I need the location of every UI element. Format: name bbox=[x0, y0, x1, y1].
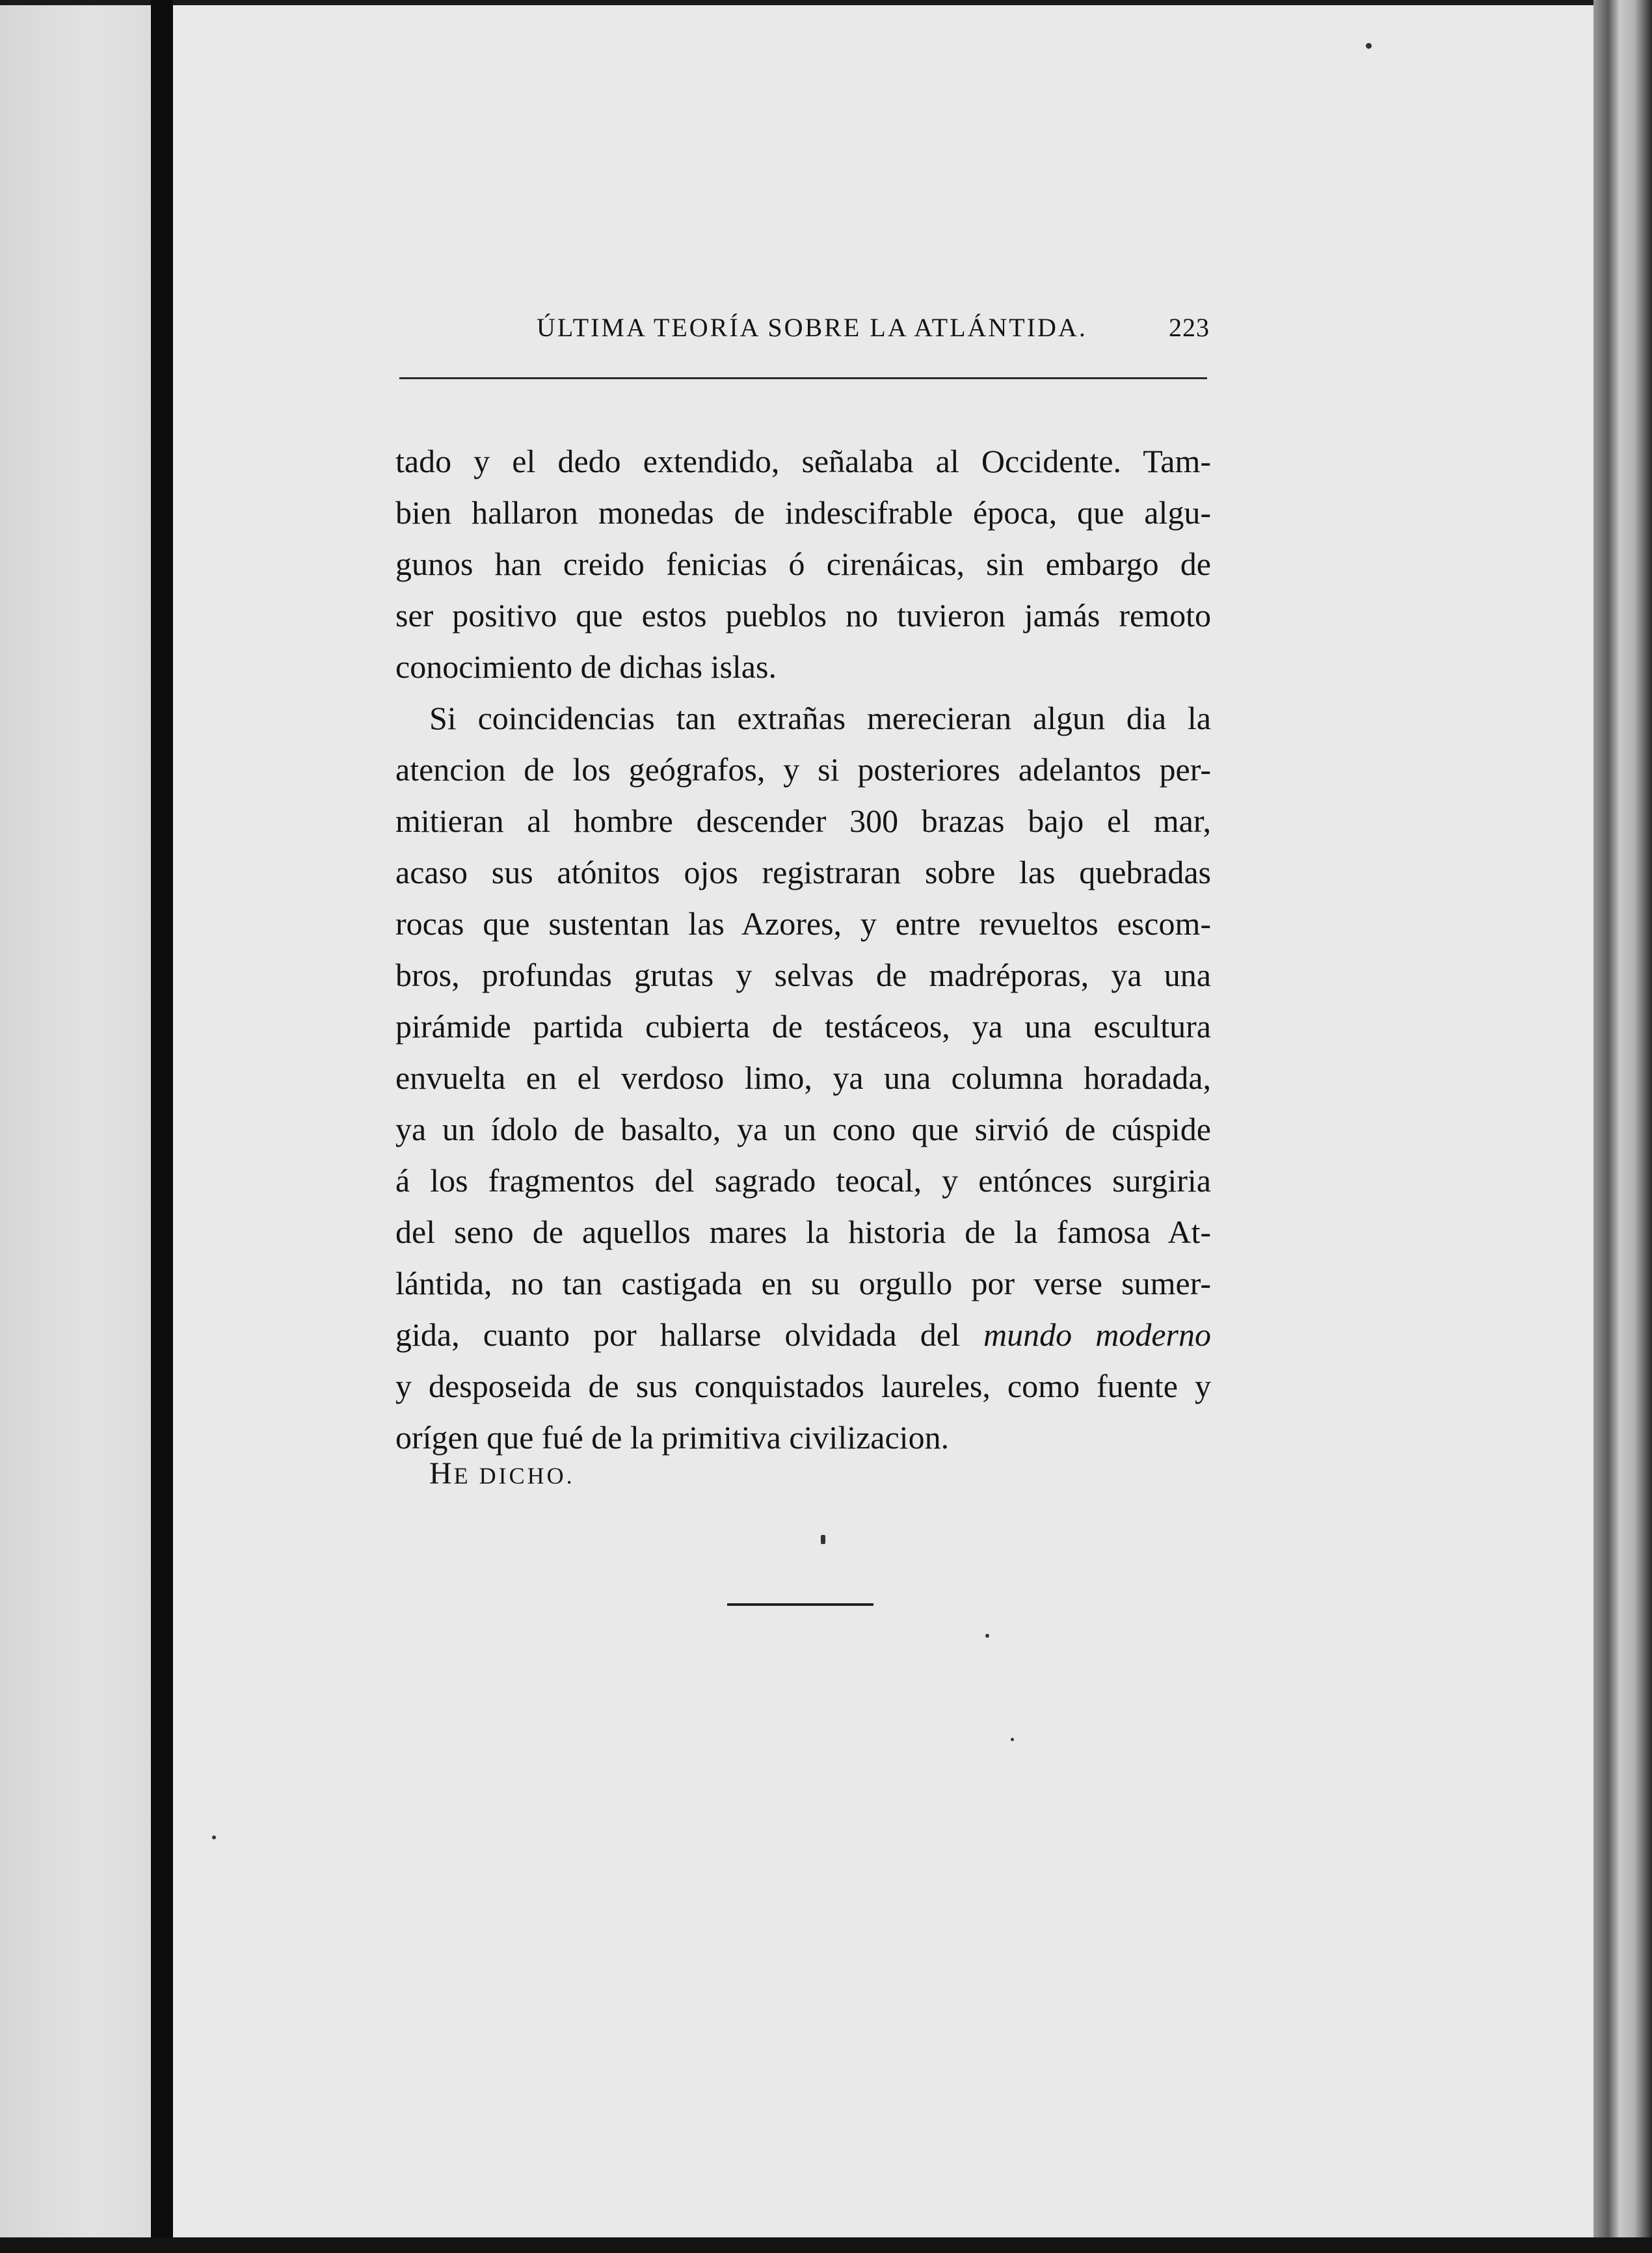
facing-page-edge bbox=[0, 0, 151, 2253]
page-number: 223 bbox=[1169, 313, 1210, 342]
print-speck bbox=[1366, 43, 1372, 49]
text-line: tado y el dedo extendido, señalaba al Occidente. Tam- bbox=[395, 443, 1211, 479]
text-line: ya un ídolo de basalto, ya un cono que sirvió de cúspide bbox=[395, 1111, 1211, 1147]
text-line: y desposeida de sus conquistados laureles, como fuente y bbox=[395, 1368, 1211, 1404]
running-head bbox=[397, 306, 1210, 351]
text-line: envuelta en el verdoso limo, ya una columna horadada, bbox=[395, 1060, 1211, 1096]
text-line: bros, profundas grutas y selvas de madréporas, ya una bbox=[395, 957, 1211, 993]
signoff-initial: H bbox=[429, 1456, 454, 1491]
text-line: mitieran al hombre descender 300 brazas bajo el mar, bbox=[395, 803, 1211, 839]
print-speck bbox=[1011, 1738, 1014, 1741]
text-line: lántida, no tan castigada en su orgullo por verse sumer- bbox=[395, 1265, 1211, 1301]
book-gutter bbox=[151, 0, 173, 2253]
signoff bbox=[429, 1456, 575, 1491]
text-line: ser positivo que estos pueblos no tuvieron jamás remoto bbox=[395, 597, 1211, 633]
print-speck bbox=[821, 1535, 825, 1544]
text-line: del seno de aquellos mares la historia de la famosa At- bbox=[395, 1214, 1211, 1250]
signoff-rest: E DICHO. bbox=[453, 1463, 575, 1489]
scan-top-border bbox=[0, 0, 1652, 5]
body-text bbox=[395, 436, 1211, 1463]
print-speck bbox=[985, 1634, 989, 1638]
text-line: pirámide partida cubierta de testáceos, ya una escultura bbox=[395, 1008, 1211, 1045]
scan-bottom-border bbox=[0, 2237, 1652, 2253]
text-line: acaso sus atónitos ojos registraran sobre las quebradas bbox=[395, 854, 1211, 890]
text-line: atencion de los geógrafos, y si posteriores adelantos per- bbox=[395, 751, 1211, 788]
italic-phrase: mundo moderno bbox=[983, 1316, 1211, 1353]
text-segment: gida, cuanto por hallarse olvidada del bbox=[395, 1316, 983, 1353]
end-rule bbox=[727, 1603, 873, 1606]
page-fore-edge bbox=[1593, 0, 1652, 2253]
text-line: orígen que fué de la primitiva civilizacion. bbox=[395, 1419, 950, 1456]
text-line: conocimiento de dichas islas. bbox=[395, 648, 777, 685]
text-line: rocas que sustentan las Azores, y entre revueltos escom- bbox=[395, 905, 1211, 942]
text-line: Si coincidencias tan extrañas merecieran algun dia la bbox=[429, 700, 1211, 736]
text-line: bien hallaron monedas de indescifrable época, que algu- bbox=[395, 494, 1211, 531]
running-head-title: ÚLTIMA TEORÍA SOBRE LA ATLÁNTIDA. bbox=[537, 313, 1087, 342]
print-speck bbox=[212, 1835, 216, 1839]
header-rule bbox=[399, 377, 1207, 379]
text-line: á los fragmentos del sagrado teocal, y entónces surgiria bbox=[395, 1162, 1211, 1199]
text-line bbox=[395, 1309, 1211, 1361]
text-line: gunos han creido fenicias ó cirenáicas, sin embargo de bbox=[395, 546, 1211, 582]
